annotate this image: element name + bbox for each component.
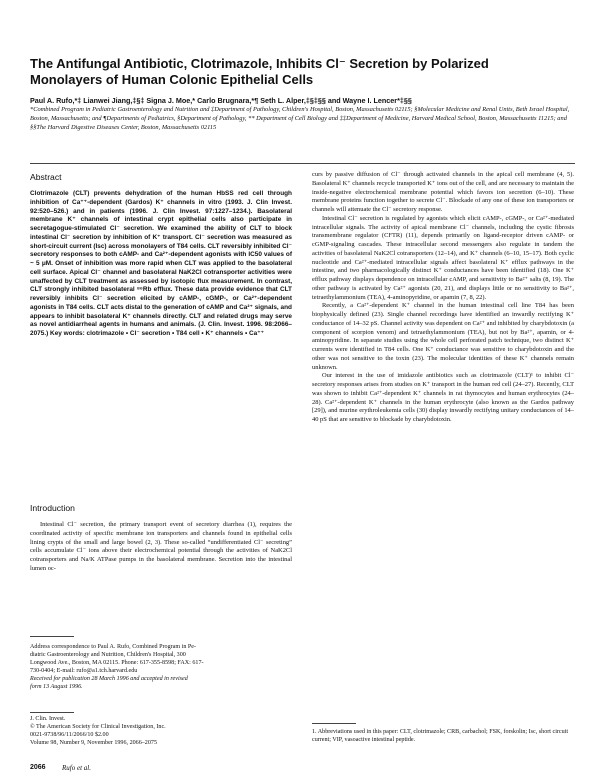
correspondence-block [30,643,292,692]
received-line: Received for publication 28 March 1996 and accepted in revised [30,676,188,683]
journal-info [30,715,292,747]
correspondence-line: Address correspondence to Paul A. Rufo, Combined Program in Pe- [30,644,197,650]
received-line: form 13 August 1996. [30,684,83,691]
abstract-heading: Abstract [30,172,62,182]
footnote-divider [30,636,74,637]
introduction-body [30,521,292,574]
introduction-heading: Introduction [30,503,75,513]
body-paragraph: Our interest in the use of imidazole antibiotics such as clotrimazole (CLT)¹ to inhibit Cl⁻ secretory responses arises from studies on K⁺ transport in the human red cell (24–27). Recently, CLT was shown to inhibit Ca²⁺-dependent K⁺ channels in rat thymocytes and human erythrocytes (24–28). Ca²⁺-dependent K⁺ channels in the human erythrocyte (also known as the Gardos pathway [29]), and murine erythroleukemia cells (30) display inwardly rectifying unitary conductances of 14–40 pS that are sensitive to blockade by charybdotoxin. [312,372,574,423]
abbreviations-divider [312,723,356,724]
right-column-body [312,171,574,425]
journal-info-divider [30,712,74,713]
header-divider [30,163,575,164]
journal-info-line: J. Clin. Invest. [30,716,66,722]
article-title: The Antifungal Antibiotic, Clotrimazole, Inhibits Cl⁻ Secretion by Polarized Monolayers of Human Colonic Epithelial Cells [30,56,489,87]
running-head: Rufo et al. [62,764,91,772]
journal-info-line: © The American Society for Clinical Investigation, Inc. [30,724,166,731]
journal-info-line: Volume 98, Number 9, November 1996, 2066–2075 [30,740,157,747]
introduction-paragraph: Intestinal Cl⁻ secretion, the primary transport event of secretory diarrhea (1), requires the coordinated activity of specific membrane ion transporters and channels found in epithelial cells lining crypts of the small and large bowel (2, 3). These so-called “undifferentiated Cl⁻ secreting” cells accumulate Cl⁻ ions above their electrochemical potential through the activities of NaK2Cl cotransporters and Na/K ATPase pumps in the basolateral membrane. Secretion into the intestinal lumen oc- [30,521,292,572]
journal-info-line: 0021-9738/96/11/2066/10 $2.00 [30,732,109,739]
page-number: 2066 [30,764,46,771]
body-paragraph: curs by passive diffusion of Cl⁻ through activated channels in the apical cell membrane (4, 5). Basolateral K⁺ channels recycle transported K⁺ ions out of the cell, and are necessary to maintain the inside-negative electrochemical membrane potential which favors ion secretion (6–10). These membrane proteins function together to secrete Cl⁻. Blockade of any one of these ion transporters or channels will attenuate the Cl⁻ secretory response. [312,171,574,213]
correspondence-line: diatric Gastroenterology and Nutrition, Children's Hospital, 300 [30,652,186,659]
abstract-body: Clotrimazole (CLT) prevents dehydration of the human HbSS red cell through inhibition of Ca⁺⁺-dependent (Gardos) K⁺ channels in vitro (1993. J. Clin Invest. 92:520–526.) and in patients (1996. J. Clin Invest. 97:1227–1234.). Basolateral membrane K⁺ channels of intestinal crypt epithelial cells also participate in secretagogue-stimulated Cl⁻ secretion. We examined the ability of CLT to block intestinal Cl⁻ secretion by inhibition of K⁺ transport. Cl⁻ secretion was measured as short-circuit current (Isc) across monolayers of T84 cells. CLT reversibly inhibited Cl⁻ secretory responses to both cAMP- and Ca²⁺-dependent agonists with IC50 values of ~ 5 μM. Onset of inhibition was more rapid when CLT was applied to the basolateral cell surface. Apical Cl⁻ channel and basolateral NaK2Cl cotransporter activities were unaffected by CLT treatment as assessed by isotopic flux measurement. In contrast, CLT strongly inhibited basolateral ⁸⁶Rb efflux. These data provide evidence that CLT reversibly inhibits Cl⁻ secretion elicited by cAMP-, cGMP-, or Ca²⁺-dependent agonists in T84 cells. CLT acts distal to the generation of cAMP and Ca²⁺ signals, and appears to inhibit basolateral K⁺ channels directly. CLT and related drugs may serve as novel antidiarrheal agents in humans and animals. (J. Clin. Invest. 1996. 98:2066–2075.) Key words: clotrimazole • Cl⁻ secretion • T84 cell • K⁺ channels • Ca⁺⁺ [30,190,292,337]
correspondence-line: 730-0404; E-mail: rufo@a1.tch.harvard.edu [30,668,138,675]
correspondence-line: Longwood Ave., Boston, MA 02115. Phone: 617-355-8598; FAX: 617- [30,660,204,667]
affiliations: *Combined Program in Pediatric Gastroenterology and Nutrition and ‡Department of Pathology, Children's Hospital, Boston, Massachusetts 02115; §Molecular Medicine and Renal Units, Beth Israel Hospital, Boston, Massachusetts; and ¶Departments of Pediatrics, §Department of Pathology, ** Department of Cell Biology and ‡‡Department of Medicine, Harvard Medical School, Boston, Massachusetts 11215; and §§The Harvard Digestive Diseases Center, Boston, Massachusetts 02115 [30,106,570,131]
body-paragraph: Recently, a Ca²⁺-dependent K⁺ channel in the human intestinal cell line T84 has been biophysically defined (23). Single channel recordings have identified an inwardly rectifying K⁺ conductance of 14–32 pS. Channel activity was dependent on Ca²⁺ and inhibited by charybdotoxin (a component of scorpion venom) and tetraethylammonium (TEA), but not by Ba²⁺, apamin, or 4-aminopyridine. In separate studies using the whole cell perforated patch technique, two distinct K⁺ currents were identified in T84 cells. One K⁺ conductance was sensitive to charybdotoxin and the other was not sensitive to the toxin (23). The molecular identities of these K⁺ channels remain unknown. [312,302,574,371]
body-paragraph: Intestinal Cl⁻ secretion is regulated by agonists which elicit cAMP-, cGMP-, or Ca²⁺-mediated intracellular signals. The activity of apical membrane Cl⁻ channels, including the cystic fibrosis transmembrane regulator (CFTR) (11), depends primarily on ligand-receptor driven cAMP- or cGMP-signaling cascades. These intracellular second messengers also regulate in tandem the activities of basolateral NaK2Cl cotransporters (12–14), and K⁺ channels (6–10, 15–17). Both cyclic nucleotide and Ca²⁺-mediated intracellular signals affect basolateral K⁺ efflux pathways in the intestine, and two pharmacologically distinct K⁺ conductances have been identified (18). One K⁺ efflux pathway displays dependence on intracellular cAMP, and sensitivity to Ba²⁺ salts (8, 19). The other pathway is activated by Ca²⁺ agonists (20, 21), and displays little or no sensitivity to Ba²⁺, tetraethylammonium (TEA), 4-aminopyridine, or apamin (7, 8, 22). [312,214,574,301]
author-list: Paul A. Rufo,*‡ Lianwei Jiang,‡§‡ Signa J. Moe,* Carlo Brugnara,*¶ Seth L. Alper,‡§‡§§ and Wayne I. Lencer*‡§§ [30,96,412,105]
abbreviations-footnote: 1. Abbreviations used in this paper: CLT, clotrimazole; CRB, carbachol; FSK, forskolin; Isc, short circuit current; VIP, vasoactive intestinal peptide. [312,729,569,743]
